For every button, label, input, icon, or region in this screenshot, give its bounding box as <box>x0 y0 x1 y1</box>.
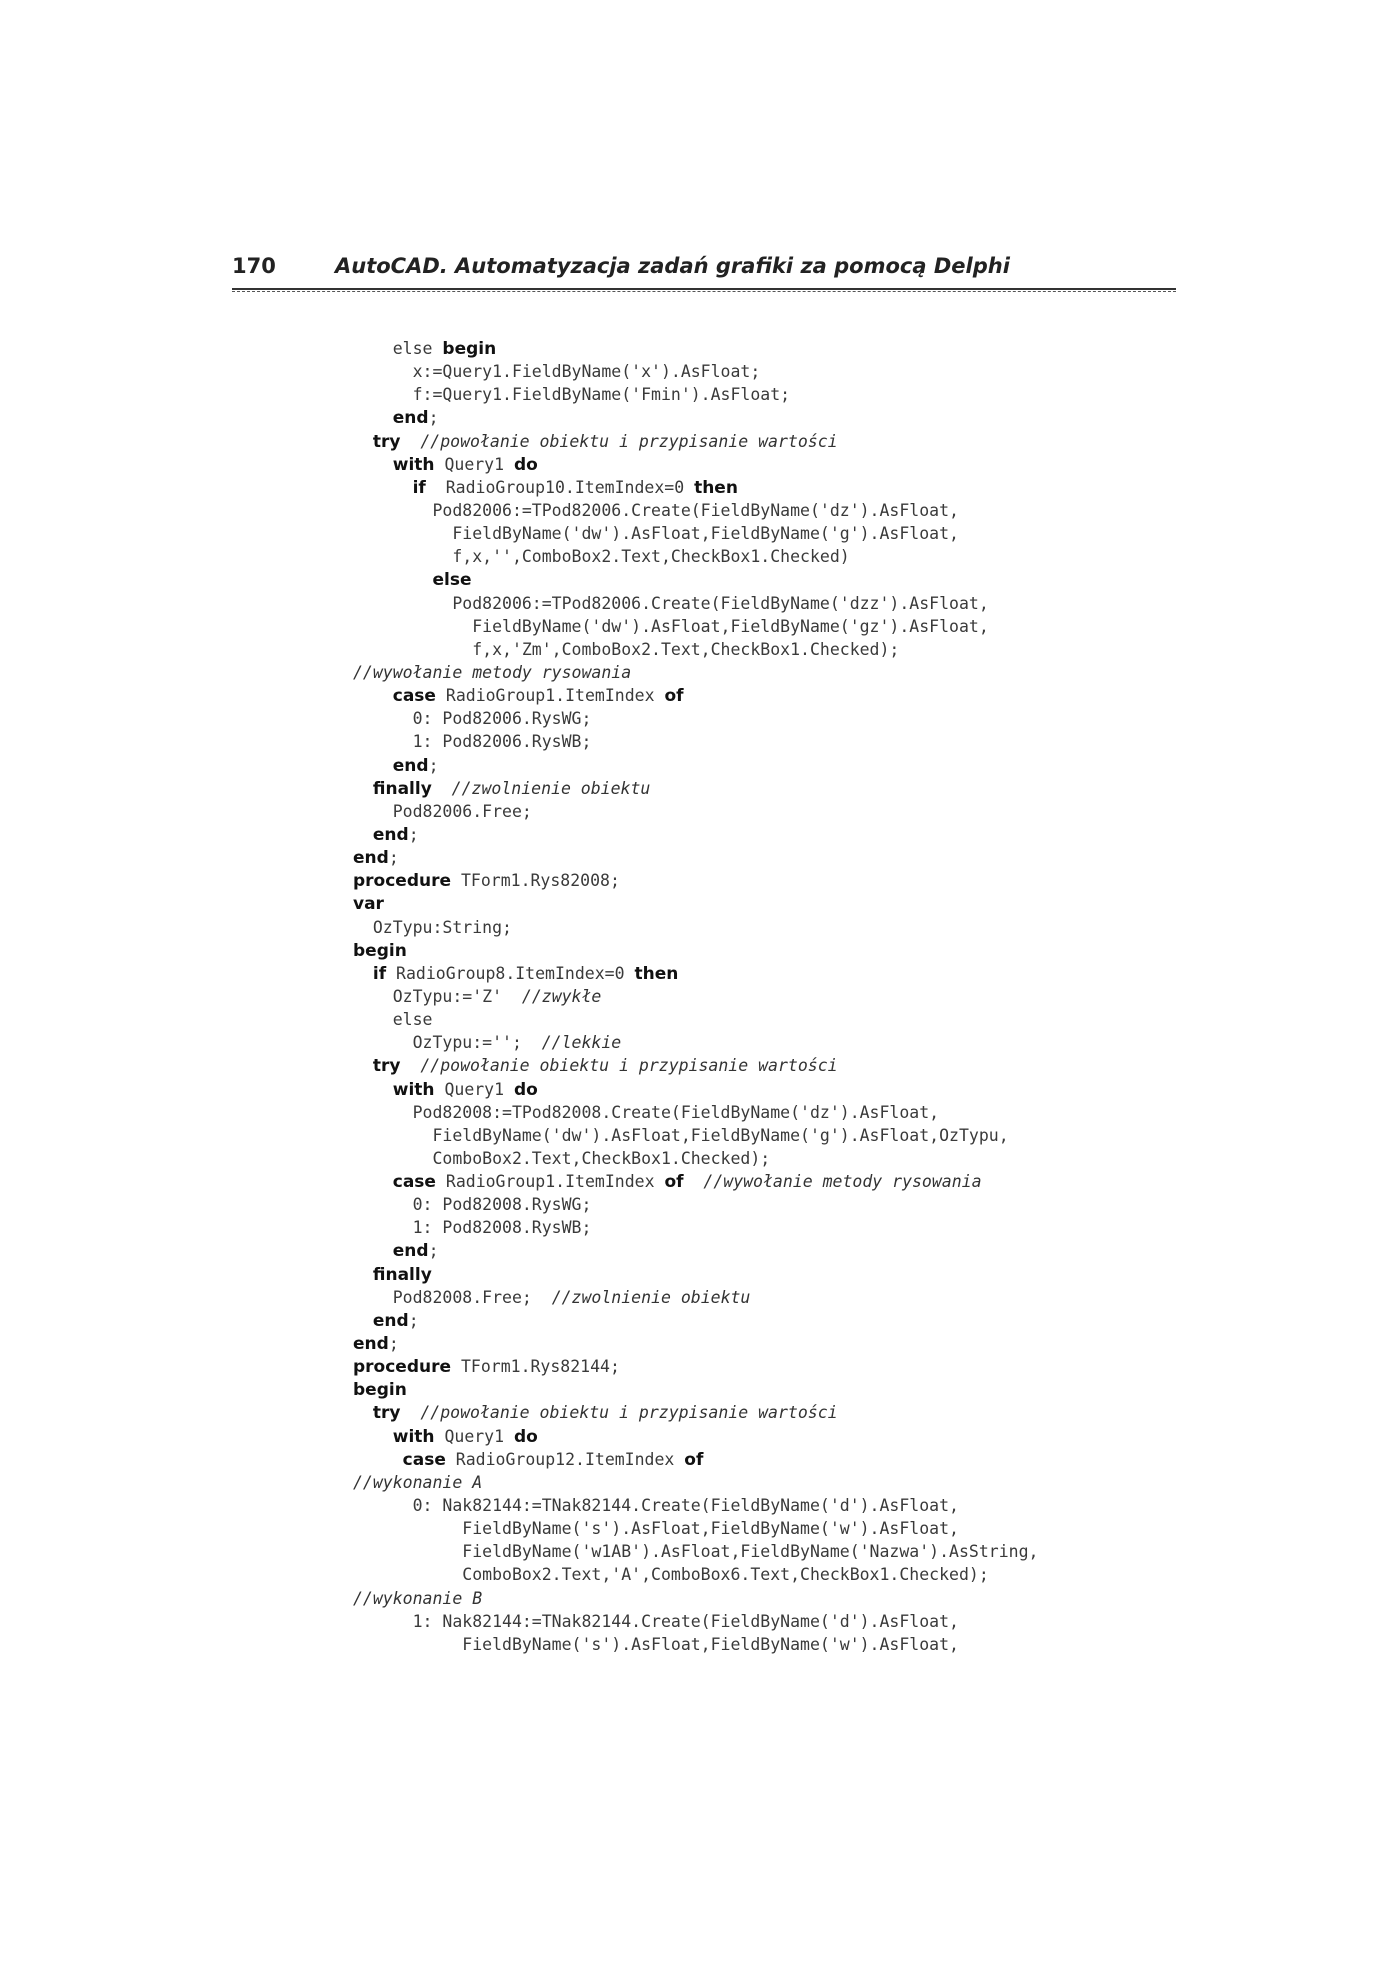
code-text <box>353 1241 393 1260</box>
code-line <box>353 823 1173 846</box>
code-comment: //wykonanie B <box>353 1588 483 1608</box>
code-line <box>353 939 1173 962</box>
code-text <box>353 455 393 474</box>
code-keyword: else <box>432 570 472 591</box>
code-text <box>400 432 420 451</box>
code-comment: //lekkie <box>541 1033 622 1053</box>
code-comment: //powołanie obiektu i przypisanie wartości <box>420 431 838 451</box>
code-text <box>353 825 373 844</box>
code-line <box>353 545 1173 568</box>
code-line <box>353 869 1173 892</box>
code-keyword: of <box>684 1449 704 1470</box>
code-text: ComboBox2.Text,CheckBox1.Checked); <box>353 1148 771 1168</box>
code-keyword: then <box>634 963 679 984</box>
code-text <box>353 339 393 358</box>
code-text: else <box>392 339 443 358</box>
code-text: Pod82006:=TPod82006.Create(FieldByName('dz').AsFloat, <box>353 500 959 520</box>
code-comment: //zwolnienie obiektu <box>451 778 651 798</box>
code-text: FieldByName('dw').AsFloat,FieldByName('g').AsFloat, <box>353 524 959 544</box>
code-keyword: try <box>372 1056 401 1077</box>
code-text <box>353 408 393 427</box>
code-line <box>353 1263 1173 1286</box>
code-text: 1: Pod82008.RysWB; <box>353 1218 592 1238</box>
code-line <box>353 1216 1173 1239</box>
code-text <box>353 432 373 451</box>
code-text: 0: Pod82006.RysWG; <box>353 709 592 729</box>
code-line <box>353 476 1173 499</box>
code-keyword: end <box>392 1241 429 1262</box>
code-keyword: with <box>392 1079 435 1100</box>
code-comment: //wykonanie A <box>353 1472 483 1492</box>
code-text: ; <box>428 755 439 775</box>
code-keyword: case <box>392 686 436 707</box>
code-text: 1: Nak82144:=TNak82144.Create(FieldByName('d').AsFloat, <box>353 1611 959 1631</box>
page-header <box>232 254 1176 288</box>
code-text: OzTypu:='Z' <box>353 986 522 1006</box>
code-keyword: try <box>372 1403 401 1424</box>
book-title: AutoCAD. Automatyzacja zadań grafiki za pomocą Delphi <box>335 254 1010 278</box>
code-text: 0: Nak82144:=TNak82144.Create(FieldByName('d').AsFloat, <box>353 1496 959 1516</box>
code-text: Pod82006.Free; <box>353 801 532 821</box>
code-line <box>353 1054 1173 1077</box>
code-keyword: if <box>412 477 426 498</box>
code-comment: //powołanie obiektu i przypisanie wartości <box>420 1403 838 1423</box>
code-text <box>353 1265 373 1284</box>
code-listing <box>353 337 1173 1656</box>
code-text: ; <box>408 1310 419 1330</box>
code-line <box>353 383 1173 406</box>
code-keyword: end <box>372 824 409 845</box>
page-number: 170 <box>232 254 276 278</box>
code-line <box>353 1147 1173 1170</box>
code-text: RadioGroup8.ItemIndex=0 <box>386 963 635 983</box>
code-line <box>353 1471 1173 1494</box>
code-keyword: case <box>402 1449 446 1470</box>
code-text <box>400 1403 420 1422</box>
code-text: else <box>353 1010 433 1030</box>
code-keyword: procedure <box>353 1357 452 1378</box>
code-text <box>353 1056 373 1075</box>
code-comment: //zwolnienie obiektu <box>551 1287 751 1307</box>
code-line <box>353 568 1173 591</box>
code-text: RadioGroup1.ItemIndex <box>435 686 665 706</box>
code-text: x:=Query1.FieldByName('x').AsFloat; <box>353 362 761 382</box>
code-line <box>353 1587 1173 1610</box>
code-comment: //zwykłe <box>521 986 602 1006</box>
code-line <box>353 1401 1173 1424</box>
code-line <box>353 684 1173 707</box>
code-keyword: if <box>372 963 387 984</box>
code-line <box>353 453 1173 476</box>
code-text: TForm1.Rys82008; <box>451 871 620 891</box>
code-text: ; <box>388 1334 399 1354</box>
code-text: f,x,'',ComboBox2.Text,CheckBox1.Checked) <box>353 547 850 567</box>
code-line <box>353 1286 1173 1309</box>
header-rule <box>232 288 1176 292</box>
code-text: 0: Pod82008.RysWG; <box>353 1195 592 1215</box>
code-text <box>353 1311 373 1330</box>
code-text <box>353 1427 393 1446</box>
code-keyword: case <box>392 1172 436 1193</box>
code-text: RadioGroup12.ItemIndex <box>445 1449 685 1469</box>
code-line <box>353 499 1173 522</box>
code-keyword: end <box>392 755 429 776</box>
code-text <box>353 478 413 497</box>
code-text: Query1 <box>434 454 514 474</box>
code-text: f:=Query1.FieldByName('Fmin').AsFloat; <box>353 385 791 405</box>
code-text: FieldByName('s').AsFloat,FieldByName('w').AsFloat, <box>353 1634 959 1654</box>
code-keyword: do <box>514 1079 538 1100</box>
code-line <box>353 707 1173 730</box>
code-comment: //wywołanie metody rysowania <box>353 662 632 682</box>
code-line <box>353 1425 1173 1448</box>
code-keyword: begin <box>353 940 407 961</box>
code-text: ; <box>428 1241 439 1261</box>
code-line <box>353 730 1173 753</box>
code-text: RadioGroup1.ItemIndex <box>435 1172 665 1192</box>
code-comment: //wywołanie metody rysowania <box>703 1172 982 1192</box>
code-keyword: finally <box>372 778 432 799</box>
code-line <box>353 615 1173 638</box>
code-line <box>353 1517 1173 1540</box>
code-line <box>353 892 1173 915</box>
code-keyword: of <box>664 1172 684 1193</box>
code-line <box>353 1309 1173 1332</box>
code-text: RadioGroup10.ItemIndex=0 <box>425 477 695 497</box>
code-text: Query1 <box>434 1426 514 1446</box>
code-line <box>353 846 1173 869</box>
code-line <box>353 1378 1173 1401</box>
code-line <box>353 1078 1173 1101</box>
code-line <box>353 360 1173 383</box>
code-line <box>353 522 1173 545</box>
code-keyword: procedure <box>353 871 452 892</box>
code-keyword: finally <box>372 1264 432 1285</box>
code-line <box>353 1355 1173 1378</box>
code-line <box>353 337 1173 360</box>
code-text: Pod82006:=TPod82006.Create(FieldByName('dzz').AsFloat, <box>353 593 989 613</box>
code-text: ; <box>388 848 399 868</box>
code-line <box>353 1633 1173 1656</box>
code-comment: //powołanie obiektu i przypisanie wartości <box>420 1056 838 1076</box>
code-keyword: with <box>392 1426 435 1447</box>
code-text: f,x,'Zm',ComboBox2.Text,CheckBox1.Checked); <box>353 639 900 659</box>
code-text: TForm1.Rys82144; <box>451 1357 620 1377</box>
code-keyword: end <box>353 1334 389 1355</box>
code-line <box>353 962 1173 985</box>
code-keyword: with <box>392 454 435 475</box>
code-text: FieldByName('w1AB').AsFloat,FieldByName('Nazwa').AsString, <box>353 1542 1039 1562</box>
code-text <box>353 570 432 589</box>
code-line <box>353 1008 1173 1031</box>
code-line <box>353 638 1173 661</box>
code-keyword: begin <box>353 1380 407 1401</box>
code-text: FieldByName('dw').AsFloat,FieldByName('gz').AsFloat, <box>353 616 989 636</box>
code-text <box>353 756 393 775</box>
code-line <box>353 1540 1173 1563</box>
code-line <box>353 1031 1173 1054</box>
code-line <box>353 1239 1173 1262</box>
code-line <box>353 1563 1173 1586</box>
code-line <box>353 1101 1173 1124</box>
code-keyword: of <box>664 686 684 707</box>
code-line <box>353 592 1173 615</box>
code-text <box>353 686 393 705</box>
code-line <box>353 1494 1173 1517</box>
code-keyword: then <box>694 477 738 498</box>
code-text: FieldByName('dw').AsFloat,FieldByName('g').AsFloat,OzTypu, <box>353 1125 1009 1145</box>
code-line <box>353 661 1173 684</box>
code-keyword: do <box>514 1426 538 1447</box>
code-line <box>353 1193 1173 1216</box>
code-line <box>353 916 1173 939</box>
code-text <box>353 1450 403 1469</box>
code-text <box>353 1172 393 1191</box>
code-text: FieldByName('s').AsFloat,FieldByName('w').AsFloat, <box>353 1519 959 1539</box>
code-text <box>353 1403 373 1422</box>
code-keyword: try <box>372 431 401 452</box>
code-line <box>353 800 1173 823</box>
code-line <box>353 1448 1173 1471</box>
code-keyword: do <box>514 454 538 475</box>
code-line <box>353 1170 1173 1193</box>
code-text: Pod82008:=TPod82008.Create(FieldByName('dz').AsFloat, <box>353 1102 940 1122</box>
code-text: Query1 <box>434 1079 514 1099</box>
code-text: OzTypu:String; <box>353 917 512 937</box>
code-text <box>353 779 373 798</box>
code-line <box>353 1610 1173 1633</box>
code-text <box>684 1172 704 1191</box>
code-text: ; <box>408 824 419 844</box>
code-text: Pod82008.Free; <box>353 1287 552 1307</box>
code-line <box>353 1124 1173 1147</box>
code-line <box>353 985 1173 1008</box>
code-line <box>353 406 1173 429</box>
code-text: ; <box>428 408 439 428</box>
code-text <box>400 1056 420 1075</box>
code-line <box>353 430 1173 453</box>
code-line <box>353 1332 1173 1355</box>
code-text <box>353 964 373 983</box>
code-keyword: end <box>372 1310 409 1331</box>
code-keyword: var <box>353 894 384 915</box>
code-text: OzTypu:=''; <box>353 1033 542 1053</box>
code-keyword: end <box>353 848 389 869</box>
code-keyword: end <box>392 408 429 429</box>
code-keyword: begin <box>442 339 497 359</box>
code-text: 1: Pod82006.RysWB; <box>353 732 592 752</box>
code-text: ComboBox2.Text,'A',ComboBox6.Text,CheckBox1.Checked); <box>353 1565 989 1585</box>
code-text <box>353 1080 393 1099</box>
code-line <box>353 754 1173 777</box>
code-text <box>432 779 452 798</box>
code-line <box>353 777 1173 800</box>
